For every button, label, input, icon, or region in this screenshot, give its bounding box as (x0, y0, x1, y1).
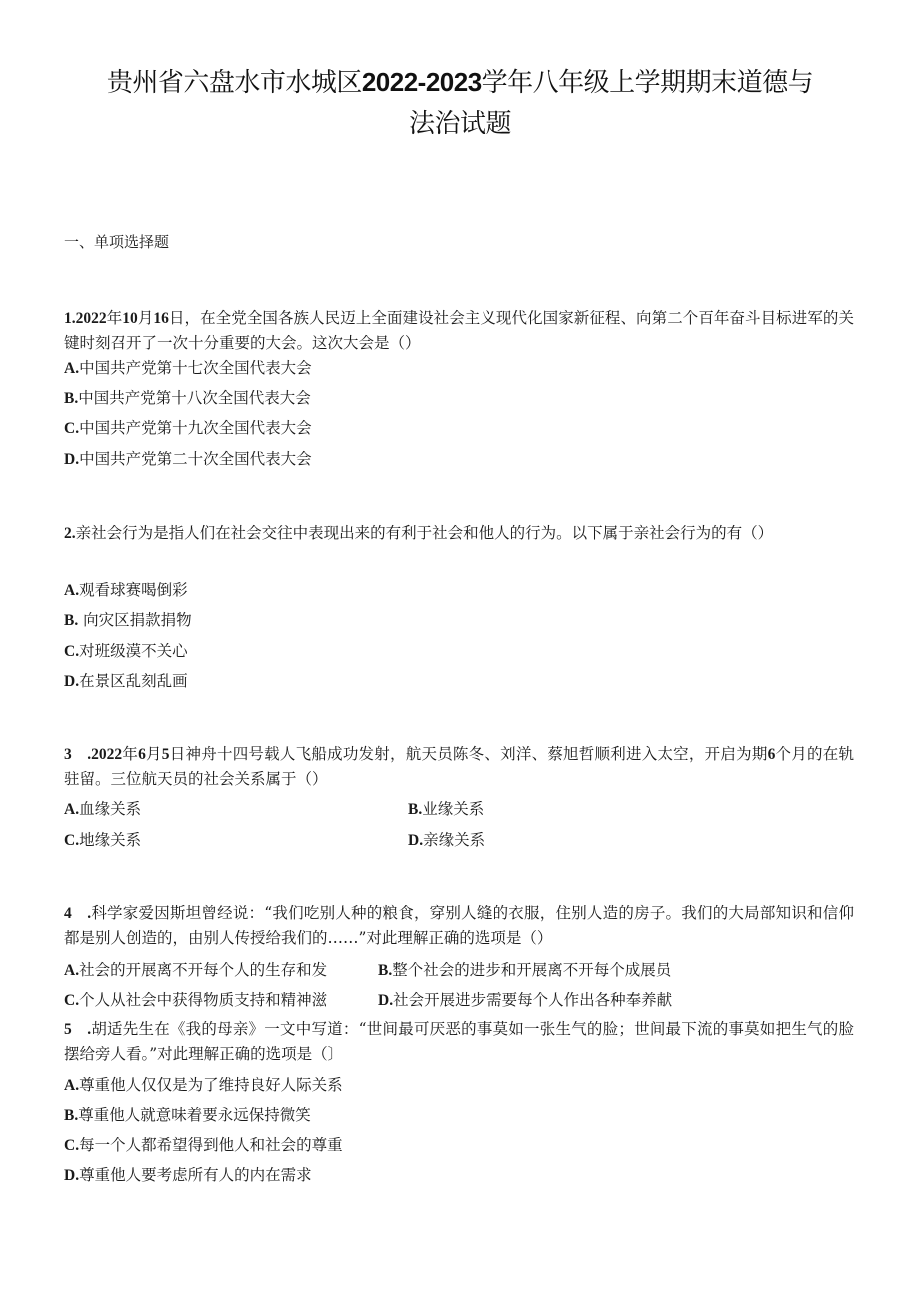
question-1-number: 1.2022 (64, 310, 107, 327)
option-letter: A. (64, 962, 80, 979)
option-letter: D. (64, 673, 80, 690)
q1-text: 年 (106, 309, 123, 327)
option-text: 社会的开展离不开每个人的生存和发 (79, 961, 328, 979)
q1-month: 10 (122, 310, 138, 327)
option-text: 每一个人都希望得到他人和社会的尊重 (79, 1136, 343, 1154)
option-letter: A. (64, 360, 80, 377)
option-letter: A. (64, 582, 80, 599)
question-4-number: 4 (64, 905, 72, 922)
option-text: 尊重他人仅仅是为了维持良好人际关系 (79, 1076, 343, 1094)
question-5-stem (64, 1017, 854, 1066)
option-text: 中国共产党第二十次全国代表大会 (79, 450, 312, 468)
question-3-option-a[interactable] (64, 797, 141, 822)
title-year-range: 2022-2023 (361, 67, 482, 97)
option-text: 对班级漠不关心 (79, 642, 188, 660)
question-2-stem (64, 521, 854, 546)
question-2-option-b[interactable] (64, 608, 192, 633)
question-3-option-d[interactable] (408, 828, 485, 853)
title-text-part2: 学年八年级上学期期末道德与 (481, 68, 814, 98)
q3-text: 日神舟十四号载人飞船成功发射，航天员陈冬、刘洋、蔡旭哲顺利进入太空，开启为期 (169, 745, 768, 763)
question-2-option-a[interactable] (64, 578, 188, 603)
option-letter: A. (64, 801, 80, 818)
question-2-option-d[interactable] (64, 669, 188, 694)
option-letter: C. (64, 420, 80, 437)
option-text: 在景区乱刻乱画 (79, 672, 188, 690)
section-heading: 一、单项选择题 (64, 233, 170, 251)
q3-year: .2022 (87, 746, 123, 763)
option-text: 地缘关系 (79, 831, 142, 849)
q3-day: 5 (161, 746, 170, 763)
question-5-option-d[interactable] (64, 1163, 312, 1188)
option-text: 整个社会的进步和开展离不开每个成展员 (392, 961, 672, 979)
option-text: 观看球赛喝倒彩 (79, 581, 188, 599)
q4-dot: . (87, 905, 92, 922)
option-text: 中国共产党第十七次全国代表大会 (79, 359, 312, 377)
option-text: 中国共产党第十九次全国代表大会 (79, 419, 312, 437)
option-text: 血缘关系 (79, 800, 142, 818)
q3-months: 6 (767, 746, 776, 763)
option-text: 个人从社会中获得物质支持和精神滋 (79, 991, 328, 1009)
page-title (40, 62, 880, 103)
q5-text: 胡适先生在《我的母亲》一文中写道：“世间最可厌恶的事莫如一张生气的脸；世间最下流的事莫如把生气的脸摆给旁人看。”对此理解正确的选项是（〕 (64, 1020, 855, 1063)
option-letter: C. (64, 1137, 80, 1154)
option-text: 向灾区捐款捐物 (78, 611, 192, 629)
option-text: 业缘关系 (422, 800, 485, 818)
q3-month: 6 (138, 746, 146, 763)
question-1-option-a[interactable] (64, 356, 312, 381)
question-4-option-b[interactable] (378, 958, 671, 983)
question-4-option-d[interactable] (378, 988, 672, 1013)
q3-text: 月 (145, 745, 162, 763)
option-letter: B. (408, 801, 423, 818)
q2-text: 亲社会行为是指人们在社会交往中表现出来的有利于社会和他人的行为。以下属于亲社会行为的有（） (75, 524, 774, 542)
option-text: 中国共产党第十八次全国代表大会 (78, 389, 311, 407)
option-letter: D. (64, 451, 80, 468)
question-4-option-c[interactable] (64, 988, 327, 1013)
q4-text: 科学家爱因斯坦曾经说：“我们吃别人种的粮食，穿别人缝的衣服，住别人造的房子。我们的大局部知识和信仰都是别人创造的，由别人传授给我们的……”对此理解正确的选项是（） (64, 904, 855, 947)
question-5-option-c[interactable] (64, 1133, 343, 1158)
page-title-line2: 法治试题 (408, 109, 511, 139)
question-5-option-a[interactable] (64, 1073, 343, 1098)
option-letter: B. (64, 390, 79, 407)
question-4-stem (64, 901, 854, 950)
q1-text: 月 (137, 309, 154, 327)
question-3-option-c[interactable] (64, 828, 141, 853)
option-text: 亲缘关系 (423, 831, 486, 849)
q1-day: 16 (153, 310, 169, 327)
question-4-option-a[interactable] (64, 958, 327, 983)
title-text-part1: 贵州省六盘水市水城区 (106, 68, 362, 98)
q5-dot: . (87, 1021, 92, 1038)
option-letter: B. (64, 612, 79, 629)
question-3-stem (64, 742, 854, 791)
question-5-number: 5 (64, 1021, 72, 1038)
q3-text: 个月的在轨驻留。三位航天员的社会关系属于（） (64, 745, 854, 788)
option-letter: A. (64, 1077, 80, 1094)
option-letter: B. (378, 962, 393, 979)
option-letter: D. (64, 1167, 80, 1184)
option-text: 尊重他人要考虑所有人的内在需求 (79, 1166, 312, 1184)
option-letter: C. (64, 643, 80, 660)
question-5-option-b[interactable] (64, 1103, 311, 1128)
question-1-option-c[interactable] (64, 416, 312, 441)
option-letter: C. (64, 992, 80, 1009)
option-text: 尊重他人就意味着要永远保持微笑 (78, 1106, 311, 1124)
question-3-option-b[interactable] (408, 797, 484, 822)
question-2-number: 2. (64, 525, 76, 542)
option-letter: D. (408, 832, 424, 849)
question-1-option-d[interactable] (64, 447, 312, 472)
q1-text: 日，在全党全国各族人民迈上全面建设社会主义现代化国家新征程、向第二个百年奋斗目标进军的关键时刻召开了一次十分重要的大会。这次大会是（） (64, 309, 854, 352)
option-letter: D. (378, 992, 394, 1009)
option-letter: B. (64, 1107, 79, 1124)
q3-text: 年 (122, 745, 139, 763)
question-2-option-c[interactable] (64, 639, 188, 664)
option-text: 社会开展进步需要每个人作出各种奉养献 (393, 991, 673, 1009)
option-letter: C. (64, 832, 80, 849)
question-1-stem (64, 306, 854, 355)
question-3-number: 3 (64, 746, 72, 763)
question-1-option-b[interactable] (64, 386, 311, 411)
